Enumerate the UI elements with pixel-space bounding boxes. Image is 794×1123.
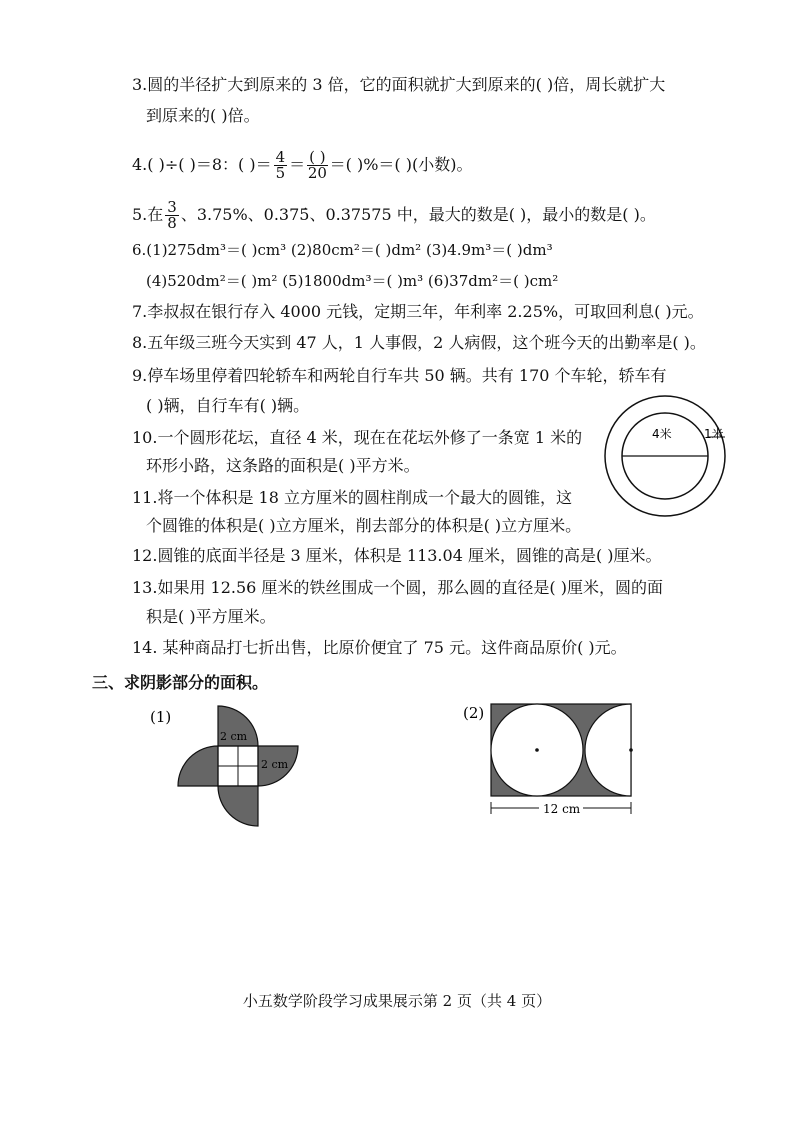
q8: 8.五年级三班今天实到 47 人，1 人事假，2 人病假，这个班今天的出勤率是( )。 <box>132 333 706 352</box>
ring-path-diagram <box>600 392 730 522</box>
q11-line1: 11.将一个体积是 18 立方厘米的圆柱削成一个最大的圆锥，这 <box>132 488 572 507</box>
q6-line1: 6.(1)275dm³＝( )cm³ (2)80cm²＝( )dm² (3)4.9m³＝( )dm³ <box>132 241 553 259</box>
q10-line1: 10.一个圆形花坛，直径 4 米，现在在花坛外修了一条宽 1 米的 <box>132 428 583 447</box>
q13-line2: 积是( )平方厘米。 <box>146 607 276 626</box>
petal-left <box>178 746 218 786</box>
figure-2-circles-in-rectangle <box>455 700 645 830</box>
width-label: 1米 <box>704 427 724 441</box>
left-center-dot <box>535 748 539 752</box>
q4-part-b: ＝( )%＝( )(小数)。 <box>329 155 473 174</box>
figure-1-pinwheel <box>140 700 310 830</box>
petal-bottom <box>218 786 258 826</box>
q6-line2: (4)520dm²＝( )m² (5)1800dm³＝( )m³ (6)37dm²＝( )cm² <box>146 272 559 290</box>
q3-line2: 到原来的( )倍。 <box>146 106 260 125</box>
q4-fraction-1: $\frac{4}{5}$ <box>275 148 286 182</box>
right-center-dot <box>629 748 633 752</box>
q11-line2: 个圆锥的体积是( )立方厘米，削去部分的体积是( )立方厘米。 <box>146 516 582 535</box>
q13-line1: 13.如果用 12.56 厘米的铁丝围成一个圆，那么圆的直径是( )厘米，圆的面 <box>132 578 663 597</box>
q4-part-a: 4.( )÷( )＝8：( )＝ <box>132 155 272 174</box>
q4-fraction-2: $\frac{( )}{20}$ <box>307 148 327 182</box>
q14: 14. 某种商品打七折出售，比原价便宜了 75 元。这件商品原价( )元。 <box>132 638 627 657</box>
q10-line2: 环形小路，这条路的面积是( )平方米。 <box>146 456 420 475</box>
figure-2-dim: 12 cm <box>543 802 581 816</box>
figure-2-label: (2) <box>463 704 485 722</box>
figure-1-dim-1: 2 cm <box>220 730 248 743</box>
section-3-title: 三、求阴影部分的面积。 <box>92 673 269 692</box>
q9-line1: 9.停车场里停着四轮轿车和两轮自行车共 50 辆。共有 170 个车轮，轿车有 <box>132 366 667 385</box>
diameter-label: 4米 <box>652 427 672 441</box>
q3-line1: 3.圆的半径扩大到原来的 3 倍，它的面积就扩大到原来的( )倍，周长就扩大 <box>132 75 666 94</box>
q7: 7.李叔叔在银行存入 4000 元钱，定期三年，年利率 2.25%，可取回利息( )元。 <box>132 302 704 321</box>
q5-fraction: $\frac{3}{8}$ <box>167 198 177 232</box>
figure-1-label: (1) <box>150 708 172 726</box>
page-footer: 小五数学阶段学习成果展示第 2 页（共 4 页） <box>242 992 552 1010</box>
q4: 4.( )÷( )＝8：( )＝ $\frac{4}{5}$ ＝ $\frac{( )}{20}$ ＝( )%＝( )(小数)。 <box>132 148 473 182</box>
q9-line2: ( )辆，自行车有( )辆。 <box>146 396 310 415</box>
q12: 12.圆锥的底面半径是 3 厘米，体积是 113.04 厘米，圆锥的高是( )厘米。 <box>132 546 662 565</box>
figure-1-dim-2: 2 cm <box>261 758 289 771</box>
q5: 5.在 $\frac{3}{8}$ 、3.75%、0.375̇、0.37575 中，最大的数是( )，最小的数是( )。 <box>132 198 656 232</box>
